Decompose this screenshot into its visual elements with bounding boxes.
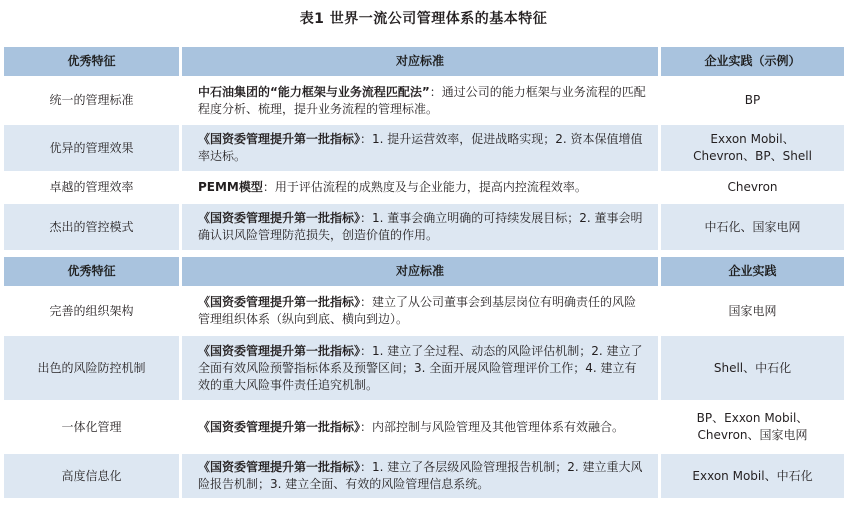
table-row [0,336,847,400]
table-row [0,204,847,250]
standard-cell: 《国资委管理提升第一批指标》：1. 建立了各层级风险管理报告机制；2. 建立重大风险报告机制；3. 建立全面、有效的风险管理信息系统。 [182,454,658,498]
standard-cell: 《国资委管理提升第一批指标》：1. 董事会确立明确的可持续发展目标；2. 董事会明确认识风险管理防范损失，创造价值的作用。 [182,204,658,250]
table1-header-practice: 企业实践（示例） [661,47,844,76]
practice-cell: Exxon Mobil、中石化 [661,454,844,498]
table-row [0,402,847,452]
practice-cell: Exxon Mobil、Chevron、BP、Shell [661,125,844,171]
table2-header-feature: 优秀特征 [4,257,179,286]
table-row [0,454,847,498]
table-title: 表1 世界一流公司管理体系的基本特征 [299,11,548,27]
table1-header-row [0,47,847,76]
practice-cell: Chevron [661,173,844,202]
practice-cell: BP [661,78,844,123]
table-row [0,125,847,171]
table2-header-practice: 企业实践 [661,257,844,286]
table1-header-feature: 优秀特征 [4,47,179,76]
practice-cell: 中石化、国家电网 [661,204,844,250]
practice-cell: 国家电网 [661,288,844,334]
feature-cell: 卓越的管理效率 [4,173,179,202]
table2-header-row [0,257,847,286]
standard-cell: PEMM模型：用于评估流程的成熟度及与企业能力，提高内控流程效率。 [182,173,658,202]
feature-cell: 出色的风险防控机制 [4,336,179,400]
feature-cell: 完善的组织架构 [4,288,179,334]
feature-cell: 一体化管理 [4,402,179,452]
table-row [0,173,847,202]
table1-header-standard: 对应标准 [182,47,658,76]
standard-cell: 《国资委管理提升第一批指标》：内部控制与风险管理及其他管理体系有效融合。 [182,402,658,452]
standard-cell: 《国资委管理提升第一批指标》：1. 建立了全过程、动态的风险评估机制；2. 建立了全面有效风险预警指标体系及预警区间；3. 全面开展风险管理评价工作；4. 建立有效的重大风险事件责任追究机制。 [182,336,658,400]
table-row [0,288,847,334]
feature-cell: 杰出的管控模式 [4,204,179,250]
feature-cell: 统一的管理标准 [4,78,179,123]
standard-cell: 《国资委管理提升第一批指标》：1. 提升运营效率，促进战略实现；2. 资本保值增值率达标。 [182,125,658,171]
feature-cell: 优异的管理效果 [4,125,179,171]
practice-cell: BP、Exxon Mobil、Chevron、国家电网 [661,402,844,452]
standard-cell: 中石油集团的“能力框架与业务流程匹配法”：通过公司的能力框架与业务流程的匹配程度分析、梳理，提升业务流程的管理标准。 [182,78,658,123]
standard-cell: 《国资委管理提升第一批指标》：建立了从公司董事会到基层岗位有明确责任的风险管理组织体系（纵向到底、横向到边）。 [182,288,658,334]
table2-header-standard: 对应标准 [182,257,658,286]
feature-cell: 高度信息化 [4,454,179,498]
table-row [0,78,847,123]
practice-cell: Shell、中石化 [661,336,844,400]
